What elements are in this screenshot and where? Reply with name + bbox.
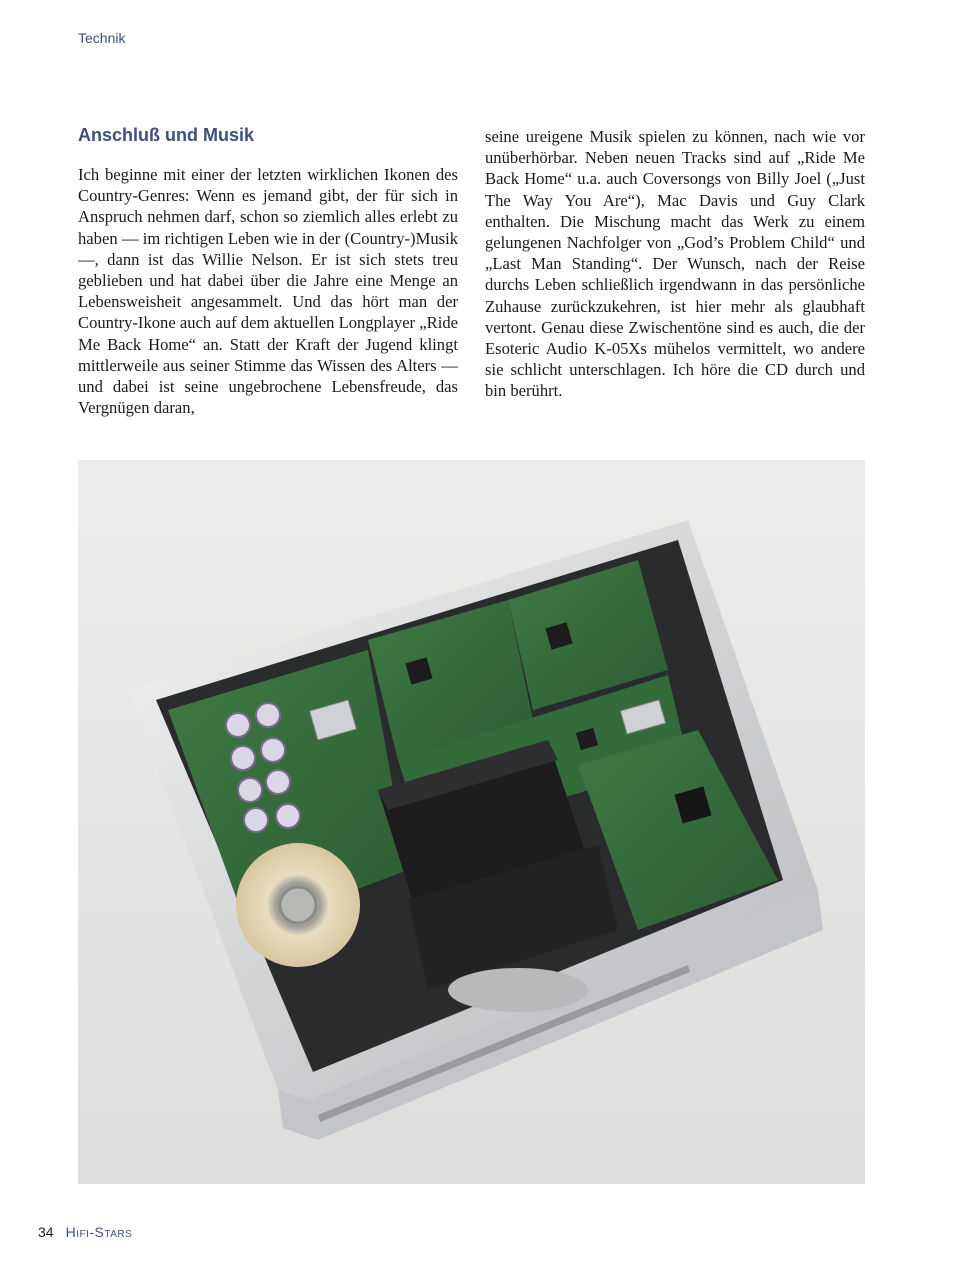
product-photo [78,460,865,1184]
page-footer [38,1224,132,1240]
magazine-name: Hifi-Stars [65,1224,133,1240]
left-column [78,124,458,418]
right-column-text: seine ureigene Musik spielen zu können, nach wie vor unüberhörbar. Neben neuen Tracks sind auf „Ride Me Back Home“ u.a. auch Coversongs von Billy Joel („Just The Way You Are“), Mac Davis und Guy Clark enthalten. Die Mischung macht das Werk zu einem gelungenen Nachfolger von „God’s Problem Child“ und „Last Man Standing“. Der Wunsch, nach der Reise durchs Leben schließlich irgendwann in das persönliche Zuhause zurückzukehren, ist hier mehr als glaubhaft vertont. Genau diese Zwischentöne sind es auch, die der Esoteric Audio K-05Xs mühelos vermittelt, wo andere sie schlicht unterschlagen. Ich höre die CD durch und bin berührt. [485,127,865,401]
left-column-text: Ich beginne mit einer der letzten wirklichen Ikonen des Country-Genres: Wenn es jemand gibt, der für sich in Anspruch nehmen darf, schon so ziemlich alles erlebt zu haben — im richtigen Leben wie in der (Country-)Musik —, dann ist das Willie Nelson. Er ist sich stets treu geblieben und hat dabei über die Jahre eine Menge an Lebensweisheit angesammelt. Und das hört man der Country-Ikone auch auf dem aktuellen Longplayer „Ride Me Back Home“ an. Statt der Kraft der Jugend klingt mittlerweile aus seiner Stimme das Wissen des Alters — und dabei ist seine ungebrochene Lebensfreude, das Vergnügen daran, [78,165,458,418]
article-heading: Anschluß und Musik [78,125,255,145]
right-column [485,126,865,402]
section-label: Technik [78,30,126,46]
page-number: 34 [38,1224,54,1240]
cd-player-interior-illustration [78,460,865,1184]
